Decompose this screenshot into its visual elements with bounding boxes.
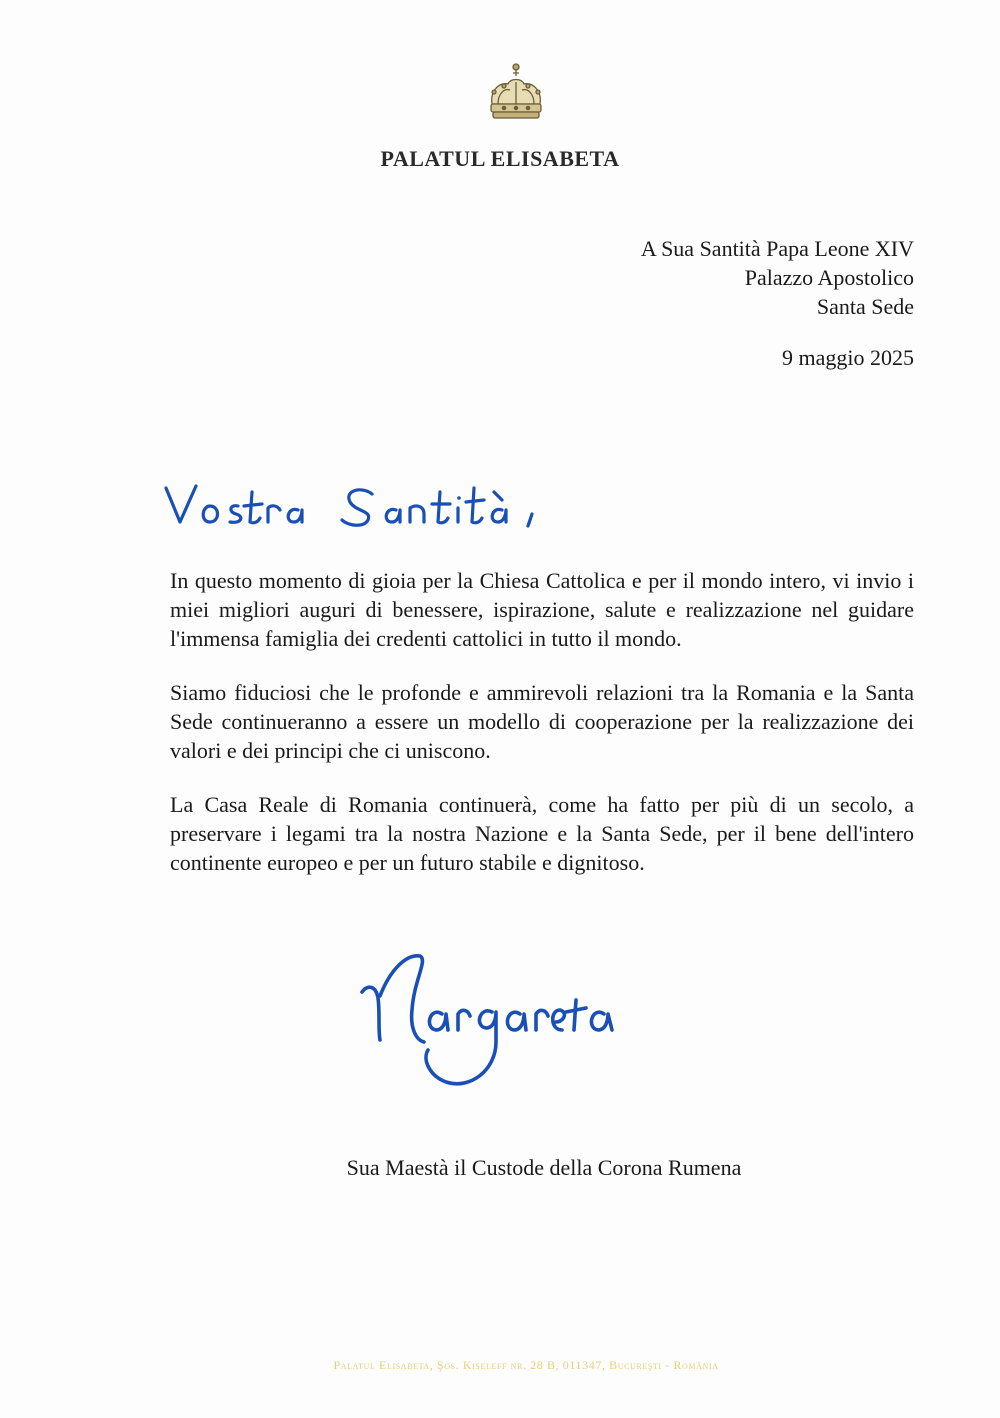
body-paragraph: In questo momento di gioia per la Chiesa Cattolica e per il mondo intero, vi invio i miei migliori auguri di benessere, ispirazione, salute e realizzazione nel guidare l'immensa famiglia dei credenti cattolici in tutto il mondo. [170, 568, 914, 651]
recipient-line: A Sua Santità Papa Leone XIV [640, 236, 914, 261]
body-paragraph: Siamo fiduciosi che le profonde e ammirevoli relazioni tra la Romania e la Santa Sede continueranno a essere un modello di cooperazione per la realizzazione dei valori e dei principi che ci uniscono. [170, 680, 914, 763]
letter-date: 9 maggio 2025 [782, 345, 914, 370]
recipient-line: Santa Sede [816, 294, 914, 319]
letterhead-title: PALATUL ELISABETA [380, 146, 620, 171]
handwritten-signature [350, 950, 620, 1100]
body-paragraph: La Casa Reale di Romania continuerà, come ha fatto per più di un secolo, a preservare i legami tra la nostra Nazione e la Santa Sede, per il bene dell'intero continente europeo e per un futuro stabile e dignitoso. [170, 792, 914, 875]
handwritten-salutation [158, 470, 578, 540]
signatory-title: Sua Maestà il Custode della Corona Rumena [346, 1155, 742, 1180]
recipient-line: Palazzo Apostolico [744, 265, 914, 290]
crown-icon [484, 62, 548, 124]
letter-body [170, 566, 914, 902]
recipient-address [641, 234, 914, 321]
letterhead-footer: Palatul Elisabeta, Şos. Kiseleff nr. 28 B, 011347, Bucureşti - România [333, 1358, 719, 1372]
